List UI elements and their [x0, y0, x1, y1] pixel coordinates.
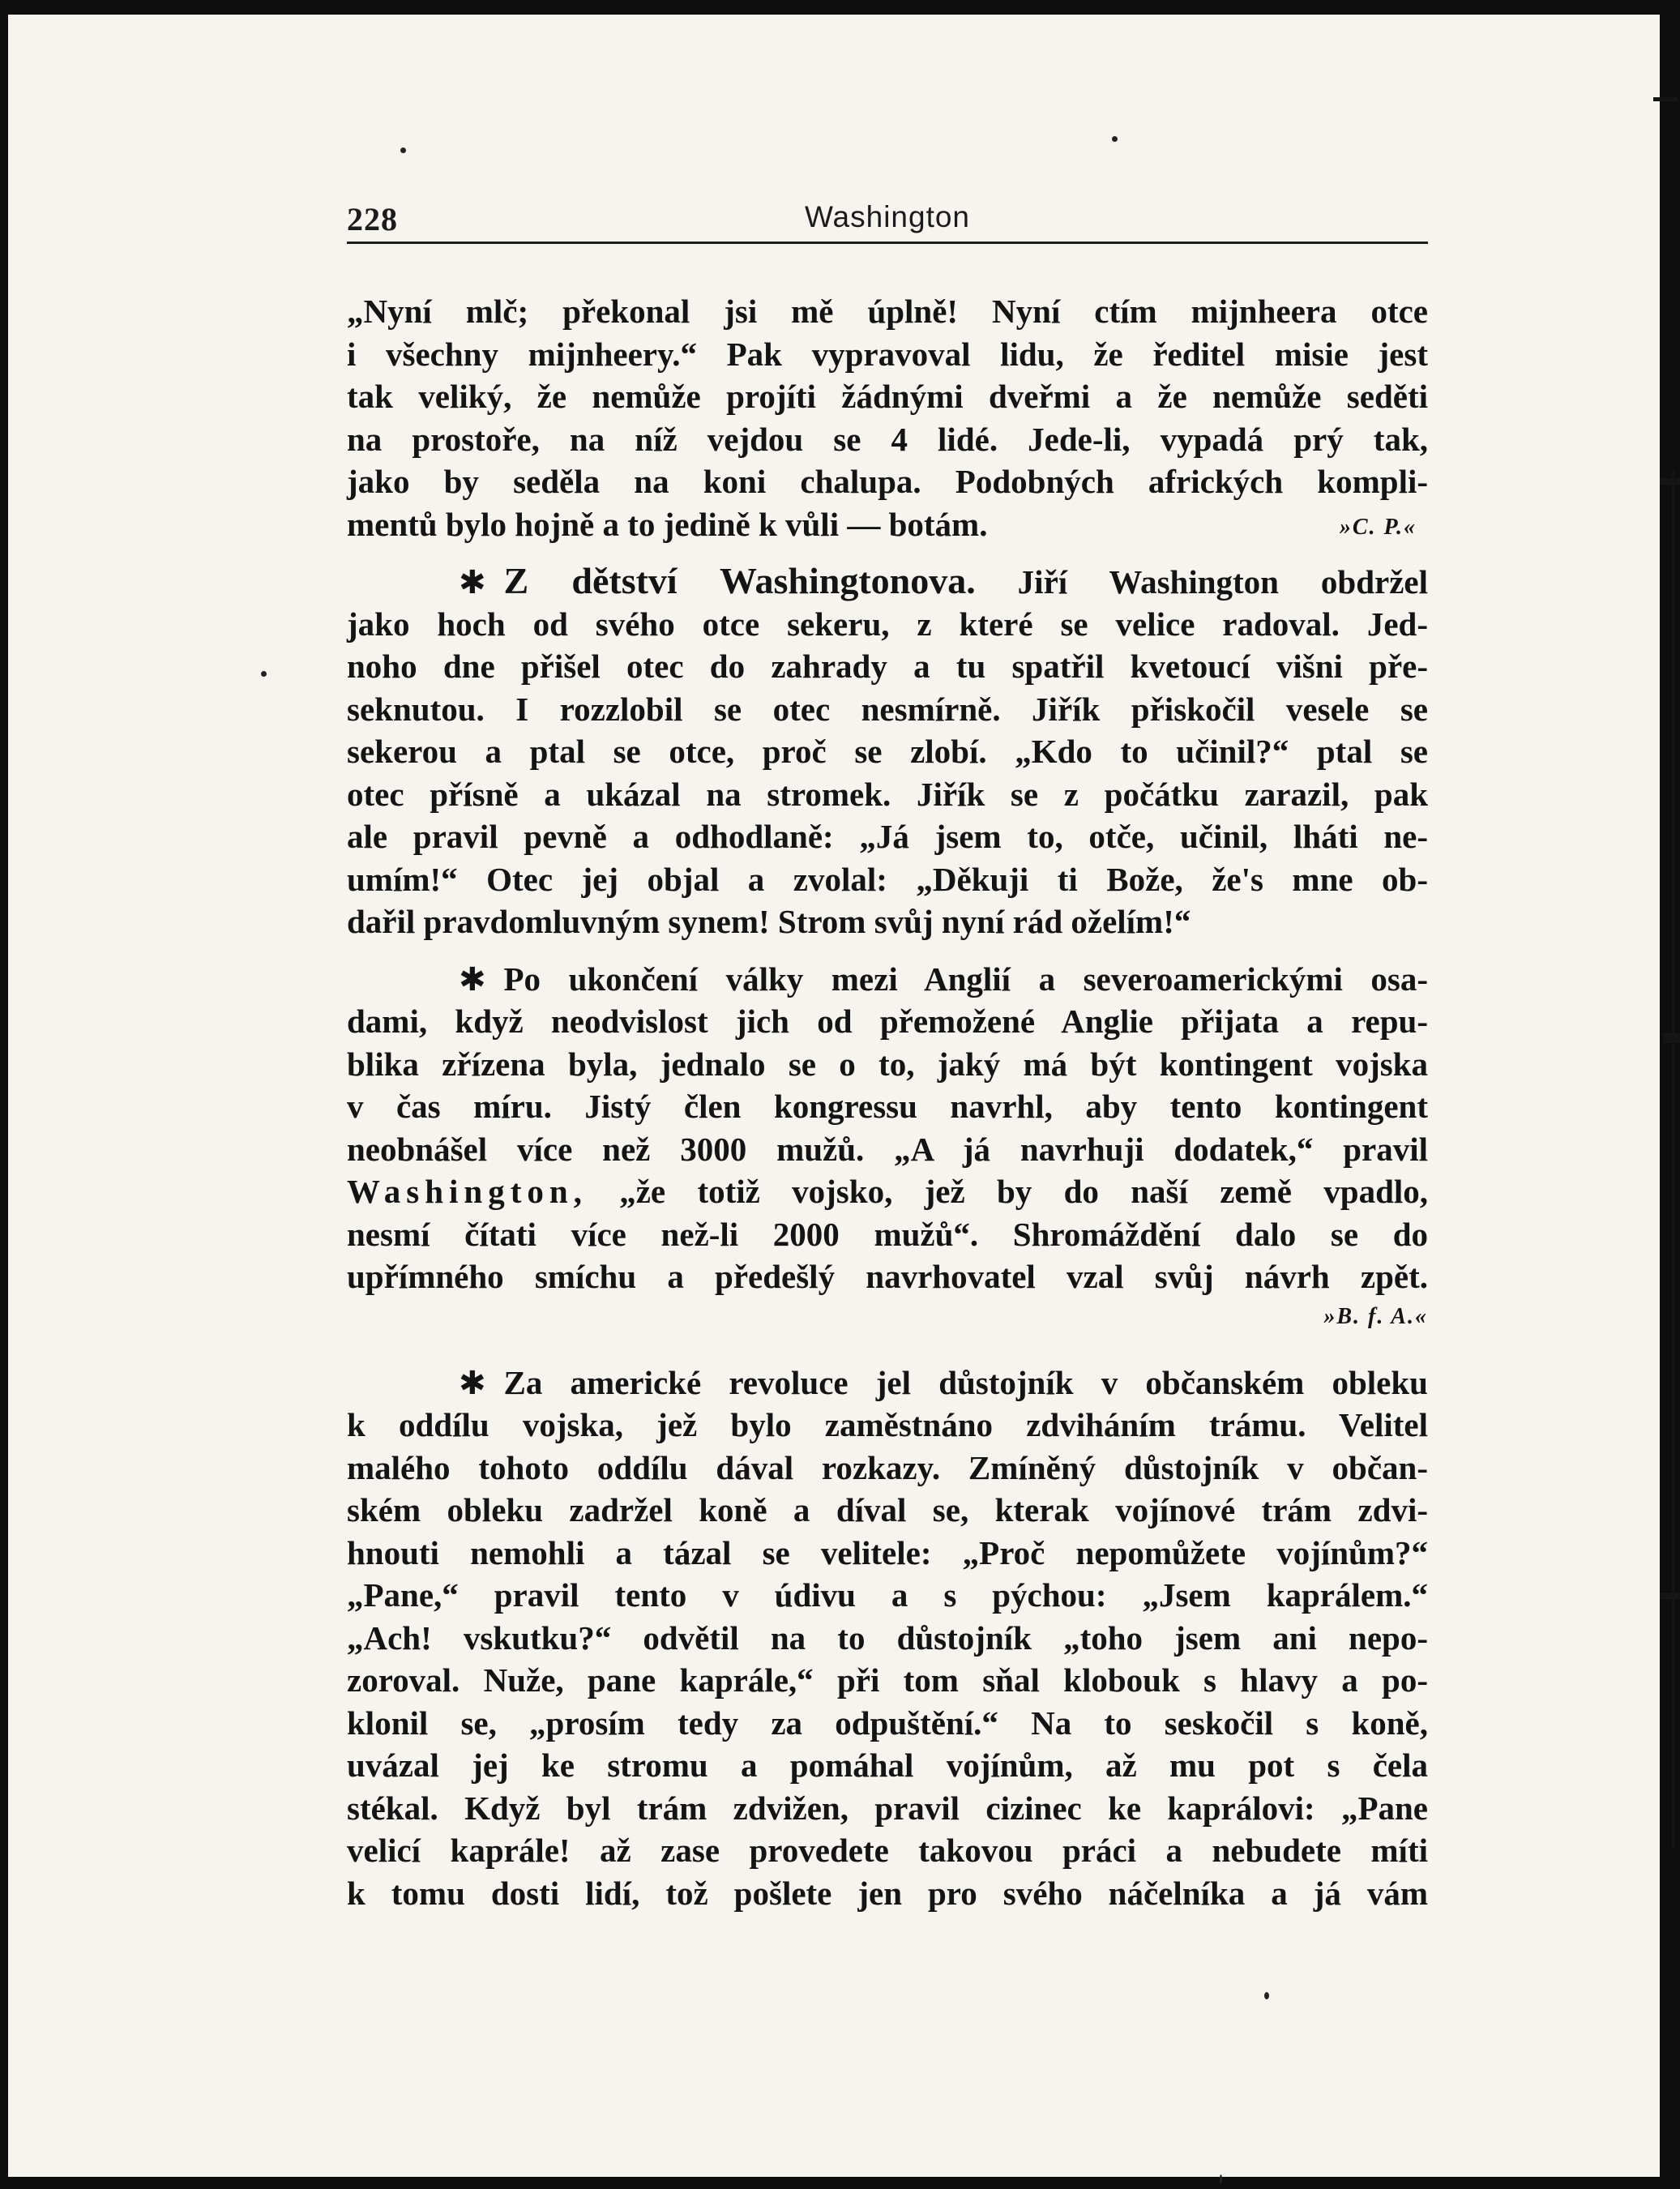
text-line: k oddílu vojska, jež bylo zaměstnáno zdviháním trámu. Velitel — [347, 1406, 1428, 1443]
text-line: velicí kaprále! až zase provedete takovou práci a nebudete míti — [347, 1832, 1428, 1869]
asterisk-icon: ✱ — [459, 1364, 486, 1402]
text-line: i všechny mijnheery.“ Pak vypravoval lidu, že ředitel misie jest — [347, 335, 1428, 373]
text-line: nesmí čítati více než-li 2000 mužů“. Shromáždění dalo se do — [347, 1215, 1428, 1253]
text-line: blika zřízena byla, jednalo se o to, jaký má být kontingent vojska — [347, 1045, 1428, 1083]
text-line: upřímného smíchu a předešlý navrhovatel vzal svůj návrh zpět. — [347, 1258, 1428, 1295]
scan-speck — [1220, 2174, 1222, 2184]
text-line: noho dne přišel otec do zahrady a tu spatřil kvetoucí višni pře- — [347, 648, 1428, 685]
text-line — [347, 958, 1428, 1001]
binding-mark — [1653, 97, 1678, 101]
text-line: dařil pravdomluvným synem! Strom svůj nyní rád oželím!“ — [347, 903, 1191, 940]
spaced-name: Washington, — [347, 1173, 588, 1210]
paragraph-4 — [347, 1362, 1428, 1915]
asterisk-icon: ✱ — [459, 564, 486, 601]
section-heading: Z dětství Washingtonova. — [503, 560, 976, 601]
text-line: seknutou. I rozzlobil se otec nesmírně. Jiřík přiskočil vesele se — [347, 690, 1428, 728]
text-line: jako by seděla na koni chalupa. Podobných afrických kompli- — [347, 463, 1428, 500]
binding-mark — [1672, 470, 1674, 1848]
text-line: zoroval. Nuže, pane kaprále,“ při tom sňal klobouk s hlavy a po- — [347, 1661, 1428, 1699]
text-line: neobnášel více než 3000 mužů. „A já navrhuji dodatek,“ pravil — [347, 1130, 1428, 1168]
paragraph-1 — [347, 290, 1428, 545]
text-line: klonil se, „prosím tedy za odpuštění.“ Na to seskočil s koně, — [347, 1704, 1428, 1742]
text-line-content: Jiří Washington obdržel — [1017, 563, 1428, 601]
scan-speck — [261, 671, 267, 677]
running-title: Washington — [804, 200, 970, 233]
signature: »C. P.« — [1339, 514, 1417, 540]
text-line: k tomu dosti lidí, tož pošlete jen pro svého náčelníka a já vám — [347, 1874, 1428, 1912]
text-line: tak veliký, že nemůže projíti žádnými dveřmi a že nemůže seděti — [347, 378, 1428, 415]
binding-mark — [1660, 1593, 1680, 1599]
page-number: 228 — [347, 201, 398, 237]
text-line-content: mentů bylo hojně a to jedině k vůli — botám. — [347, 505, 988, 543]
text-line: ale pravil pevně a odhodlaně: „Já jsem to, otče, učinil, lháti ne- — [347, 818, 1428, 855]
text-line: uvázal jej ke stromu a pomáhal vojínům, až mu pot s čela — [347, 1746, 1428, 1784]
scan-speck — [1112, 136, 1118, 142]
scan-speck — [1264, 1992, 1269, 1999]
text-line: „Ach! vskutku?“ odvětil na to důstojník „toho jsem ani nepo- — [347, 1618, 1428, 1657]
text-line: ském obleku zadržel koně a díval se, kterak vojínové trám zdvi- — [347, 1491, 1428, 1528]
text-line: „Pane,“ pravil tento v údivu a s pýchou: „Jsem kaprálem.“ — [347, 1576, 1428, 1614]
text-line: na prostoře, na níž vejdou se 4 lidé. Jede-li, vypadá prý tak, — [347, 420, 1428, 458]
asterisk-icon: ✱ — [459, 960, 486, 998]
header-rule — [347, 242, 1428, 244]
text-line: dami, když neodvislost jich od přemožené Anglie přijata a repu- — [347, 1003, 1428, 1040]
text-line: otec přísně a ukázal na stromek. Jiřík se z počátku zarazil, pak — [347, 775, 1428, 813]
text-line: „Nyní mlč; překonal jsi mě úplně! Nyní ctím mijnheera otce — [347, 293, 1428, 330]
text-line — [347, 1362, 1428, 1404]
text-line — [347, 503, 1428, 546]
text-line: malého tohoto oddílu dával rozkazy. Zmíněný důstojník v občan- — [347, 1448, 1428, 1486]
paragraph-2 — [347, 560, 1428, 943]
text-line-content: „že totiž vojsko, jež by do naší země vpadlo, — [619, 1173, 1429, 1210]
text-line-content: Za americké revoluce jel důstojník v občanském obleku — [503, 1363, 1428, 1401]
text-line: umím!“ Otec jej objal a zvolal: „Děkuji ti Bože, že's mne ob- — [347, 860, 1428, 898]
text-line-content: Po ukončení války mezi Anglií a severoamerickými osa- — [503, 960, 1428, 998]
text-line: stékal. Když byl trám zdvižen, pravil cizinec ke kaprálovi: „Pane — [347, 1789, 1428, 1827]
scan-speck — [400, 148, 406, 153]
text-line — [347, 1170, 1428, 1213]
text-line: hnouti nemohli a tázal se velitele: „Proč nepomůžete vojínům?“ — [347, 1533, 1428, 1571]
text-line: v čas míru. Jistý člen kongressu navrhl, aby tento kontingent — [347, 1088, 1428, 1125]
text-line: jako hoch od svého otce sekeru, z které se velice radoval. Jed- — [347, 605, 1428, 643]
signature: »B. f. A.« — [1323, 1303, 1428, 1329]
paragraph-3 — [347, 958, 1428, 1336]
binding-mark — [1660, 478, 1680, 485]
body-text — [347, 290, 1428, 1914]
text-line: sekerou a ptal se otce, proč se zlobí. „Kdo to učinil?“ ptal se — [347, 733, 1428, 770]
text-line — [347, 560, 1428, 603]
